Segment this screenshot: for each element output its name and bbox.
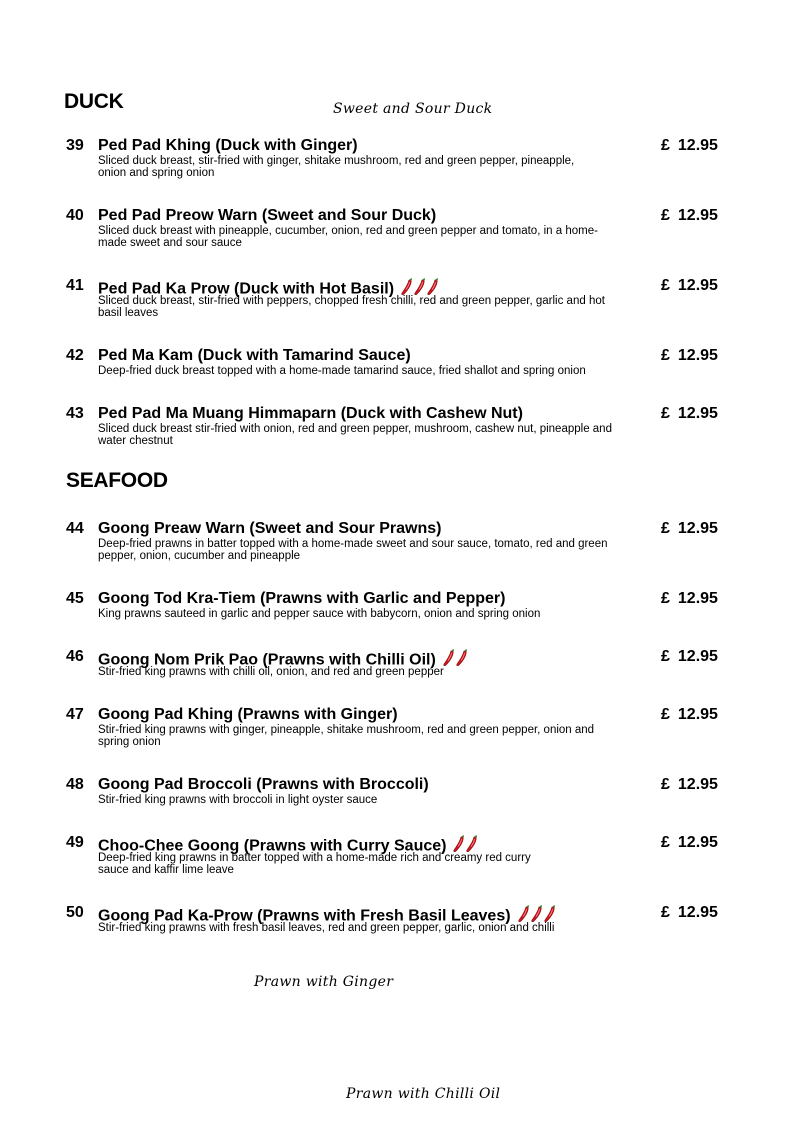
item-number: 46 [66,648,84,665]
item-name: Goong Preaw Warn (Sweet and Sour Prawns) [98,520,442,537]
item-number: 43 [66,405,84,422]
item-price: £ 12.95 [661,520,718,537]
chilli-icon [455,648,468,668]
item-name: Ped Ma Kam (Duck with Tamarind Sauce) [98,347,411,364]
section-title-seafood: SEAFOOD [66,469,168,492]
item-name: Goong Pad Khing (Prawns with Ginger) [98,706,398,723]
chilli-icon [400,277,413,297]
chilli-icon [530,904,543,924]
item-number: 50 [66,904,84,921]
item-description: Deep-fried king prawns in batter topped with a home-made rich and creamy red curry sauce and kaffir lime leave [98,852,531,876]
item-name: Goong Pad Broccoli (Prawns with Broccoli) [98,776,429,793]
item-description: Deep-fried duck breast topped with a home-made tamarind sauce, fried shallot and spring onion [98,365,586,377]
item-price: £ 12.95 [661,648,718,665]
item-description: Deep-fried prawns in batter topped with a home-made sweet and sour sauce, tomato, red and green pepper, onion, cucumber and pineapple [98,538,608,562]
item-number: 44 [66,520,84,537]
currency-symbol: £ [661,834,670,851]
chilli-icon [543,904,556,924]
item-description: Sliced duck breast with pineapple, cucumber, onion, red and green pepper and tomato, in a home-made sweet and sour sauce [98,225,598,249]
currency-symbol: £ [661,520,670,537]
item-price: £ 12.95 [661,347,718,364]
item-name: Choo-Chee Goong (Prawns with Curry Sauce) [98,834,478,859]
item-name: Ped Pad Ma Muang Himmaparn (Duck with Cashew Nut) [98,405,523,422]
currency-symbol: £ [661,277,670,294]
item-description: Stir-fried king prawns with fresh basil leaves, red and green pepper, garlic, onion and chilli [98,922,555,934]
currency-symbol: £ [661,405,670,422]
photo-caption-prawn-chilli-oil: Prawn with Chilli Oil [346,1086,501,1102]
item-number: 41 [66,277,84,294]
item-price: £ 12.95 [661,706,718,723]
currency-symbol: £ [661,904,670,921]
item-name: Goong Tod Kra-Tiem (Prawns with Garlic and Pepper) [98,590,506,607]
item-number: 40 [66,207,84,224]
item-name: Ped Pad Ka Prow (Duck with Hot Basil) [98,277,439,302]
chilli-icon [465,834,478,854]
item-name: Goong Nom Prik Pao (Prawns with Chilli Oil) [98,648,468,673]
chilli-icon [517,904,530,924]
item-number: 49 [66,834,84,851]
item-description: King prawns sauteed in garlic and pepper sauce with babycorn, onion and spring onion [98,608,541,620]
item-name: Ped Pad Khing (Duck with Ginger) [98,137,358,154]
item-name: Goong Pad Ka-Prow (Prawns with Fresh Basil Leaves) [98,904,556,929]
item-description: Stir-fried king prawns with ginger, pineapple, shitake mushroom, red and green pepper, onion and spring onion [98,724,595,748]
section-title-duck: DUCK [64,90,124,113]
chilli-icon [413,277,426,297]
currency-symbol: £ [661,776,670,793]
currency-symbol: £ [661,137,670,154]
item-number: 42 [66,347,84,364]
currency-symbol: £ [661,207,670,224]
item-price: £ 12.95 [661,904,718,921]
item-number: 48 [66,776,84,793]
item-price: £ 12.95 [661,207,718,224]
photo-caption-prawn-ginger: Prawn with Ginger [254,974,394,990]
item-price: £ 12.95 [661,776,718,793]
chilli-icon [426,277,439,297]
item-price: £ 12.95 [661,137,718,154]
item-price: £ 12.95 [661,834,718,851]
item-name: Ped Pad Preow Warn (Sweet and Sour Duck) [98,207,437,224]
chilli-icon [442,648,455,668]
chilli-icon [452,834,465,854]
item-description: Stir-fried king prawns with chilli oil, onion, and red and green pepper [98,666,444,678]
item-price: £ 12.95 [661,405,718,422]
photo-caption-sweet-sour-duck: Sweet and Sour Duck [333,101,493,117]
currency-symbol: £ [661,706,670,723]
item-description: Sliced duck breast, stir-fried with ginger, shitake mushroom, red and green pepper, pineapple, onion and spring onion [98,155,575,179]
item-number: 45 [66,590,84,607]
item-description: Stir-fried king prawns with broccoli in light oyster sauce [98,794,378,806]
item-description: Sliced duck breast stir-fried with onion, red and green pepper, mushroom, cashew nut, pineapple and water chestnut [98,423,612,447]
item-number: 47 [66,706,84,723]
currency-symbol: £ [661,648,670,665]
item-description: Sliced duck breast, stir-fried with peppers, chopped fresh chilli, red and green pepper, garlic and hot basil leaves [98,295,605,319]
item-price: £ 12.95 [661,277,718,294]
item-number: 39 [66,137,84,154]
currency-symbol: £ [661,347,670,364]
item-price: £ 12.95 [661,590,718,607]
currency-symbol: £ [661,590,670,607]
